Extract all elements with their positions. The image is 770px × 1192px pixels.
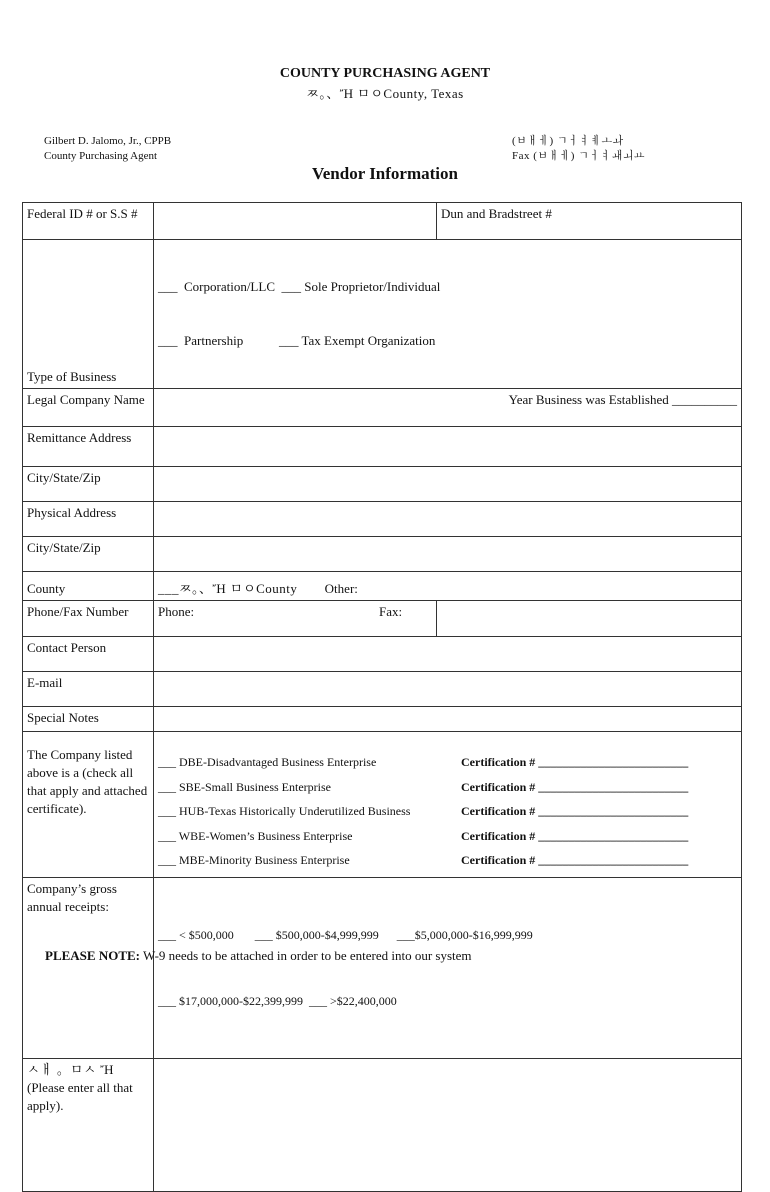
county-other: Other: [324, 581, 358, 596]
agent-role: County Purchasing Agent [44, 150, 158, 162]
cert-row-sbe[interactable] [158, 775, 737, 800]
legal-company-name-field[interactable] [154, 389, 742, 427]
codes-label [23, 1059, 154, 1192]
cert-option-dbe: ___ DBE-Disadvantaged Business Enterprise [158, 755, 377, 770]
special-notes-field[interactable] [154, 707, 742, 732]
footer-note-bold: PLEASE NOTE: [45, 948, 140, 963]
fax-field[interactable] [379, 601, 742, 637]
cert-option-sbe: ___ SBE-Small Business Enterprise [158, 779, 331, 794]
email-label: E-mail [23, 672, 154, 707]
contact-person-field[interactable] [154, 637, 742, 672]
federal-id-field[interactable] [154, 203, 437, 240]
cert-option-hub: ___ HUB-Texas Historically Underutilized Business [158, 804, 411, 819]
phone-fax-label: Phone/Fax Number [23, 601, 154, 637]
type-of-business-line-1: ___ Corporation/LLC ___ Sole Proprietor/Individual [158, 279, 441, 294]
gross-receipts-label: Company’s gross annual receipts: [23, 878, 154, 1059]
header-subtitle: ㅉ。、Ἤ ㅁㅇCounty, Texas [306, 86, 464, 101]
federal-id-label: Federal ID # or S.S # [23, 203, 154, 240]
certification-field [154, 732, 742, 878]
cert-row-mbe[interactable] [158, 848, 737, 873]
cert-row-wbe[interactable] [158, 824, 737, 849]
type-of-business-line-2: ___ Partnership ___ Tax Exempt Organization [158, 333, 436, 348]
gross-receipts-line-2: ___ $17,000,000-$22,399,999 ___ >$22,400,000 [158, 994, 397, 1008]
legal-company-name-label: Legal Company Name [23, 389, 154, 427]
form-title: Vendor Information [312, 164, 458, 183]
vendor-form [22, 202, 742, 1192]
type-of-business-field[interactable] [154, 240, 742, 389]
county-field[interactable] [154, 572, 742, 601]
dun-bradstreet-field[interactable] [437, 203, 742, 240]
city-state-zip-field[interactable] [154, 467, 742, 502]
county-option: ___ㅉ。、Ἤ ㅁㅇCounty [158, 581, 298, 596]
special-notes-label: Special Notes [23, 707, 154, 732]
contact-phone: (ㅂㅐㅔ) ㄱㅓㅕㅖㅗㅘ [512, 135, 624, 147]
remittance-address-label: Remittance Address [23, 427, 154, 467]
county-label: County [23, 572, 154, 601]
agent-block [44, 134, 171, 164]
email-field[interactable] [154, 672, 742, 707]
codes-field[interactable] [154, 1059, 742, 1192]
city-state-zip-label: City/State/Zip [23, 467, 154, 502]
company-listed-label: The Company listed above is a (check all that apply and attached certificate). [23, 732, 154, 878]
cert-number-hub: Certification # _________________________ [461, 804, 689, 819]
header-title: COUNTY PURCHASING AGENT [279, 66, 491, 81]
cert-number-dbe: Certification # _________________________ [461, 755, 689, 770]
cert-number-mbe: Certification # _________________________ [461, 853, 689, 868]
year-established-label: Year Business was Established __________ [508, 392, 737, 407]
cert-row-dbe[interactable] [158, 750, 737, 775]
cert-option-mbe: ___ MBE-Minority Business Enterprise [158, 853, 350, 868]
phone-text: Phone: [158, 604, 195, 619]
agent-name: Gilbert D. Jalomo, Jr., CPPB [44, 135, 172, 147]
contact-block [512, 134, 645, 164]
codes-label-title: ㅅㅐ 。ㅁㅅ Ἤ [27, 1062, 114, 1077]
physical-address-label: Physical Address [23, 502, 154, 537]
remittance-address-field[interactable] [154, 427, 742, 467]
cert-number-wbe: Certification # _________________________ [461, 828, 689, 843]
gross-receipts-line-1: ___ < $500,000 ___ $500,000-$4,999,999 ___$5,000,000-$16,999,999 [158, 928, 533, 942]
gross-receipts-field[interactable] [154, 878, 742, 1059]
physical-address-field[interactable] [154, 502, 742, 537]
physical-city-state-zip-field[interactable] [154, 537, 742, 572]
footer-note [45, 948, 472, 964]
codes-label-instructions: (Please enter all that apply). [27, 1080, 133, 1113]
footer-note-text: W-9 needs to be attached in order to be entered into our system [140, 948, 472, 963]
cert-option-wbe: ___ WBE-Women’s Business Enterprise [158, 828, 353, 843]
physical-city-state-zip-label: City/State/Zip [23, 537, 154, 572]
fax-text: Fax: [379, 604, 403, 619]
cert-row-hub[interactable] [158, 799, 737, 824]
type-of-business-label: Type of Business [23, 240, 154, 389]
cert-number-sbe: Certification # _________________________ [461, 779, 689, 794]
contact-person-label: Contact Person [23, 637, 154, 672]
dun-bradstreet-label: Dun and Bradstreet # [441, 206, 552, 221]
contact-fax: Fax (ㅂㅐㅔ) ㄱㅓㅕㅙㅚㅛ [512, 150, 645, 162]
